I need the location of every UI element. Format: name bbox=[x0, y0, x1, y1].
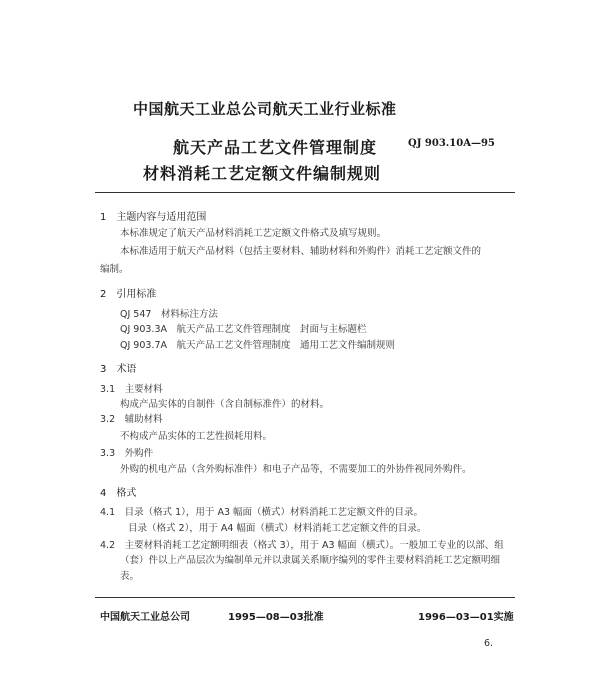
section-1-paragraph-2-line-1: 本标准适用于航天产品材料（包括主要材料、辅助材料和外购件）消耗工艺定额文件的 bbox=[120, 246, 482, 257]
reference-item: QJ 547 材料标注方法 bbox=[120, 309, 218, 320]
page-number: 6. bbox=[484, 638, 494, 649]
section-1-heading: 1 主题内容与适用范围 bbox=[100, 212, 207, 223]
term-3-1-definition: 构成产品实体的自制件（含自制标准件）的材料。 bbox=[120, 399, 330, 410]
item-4-2-line-1: 4.2 主要材料消耗工艺定额明细表（格式 3），用于 A3 幅面（横式）。一般加工专业的以部、组 bbox=[100, 540, 504, 551]
header-divider bbox=[95, 192, 515, 193]
section-2-heading: 2 引用标准 bbox=[100, 289, 157, 300]
standard-title-line-2: 材料消耗工艺定额文件编制规则 bbox=[143, 164, 382, 183]
term-3-2-definition: 不构成产品实体的工艺性损耗用料。 bbox=[120, 431, 273, 442]
approval-date: 1995—08—03批准 bbox=[228, 612, 324, 623]
footer-issuer: 中国航天工业总公司 bbox=[100, 612, 190, 623]
footer-divider bbox=[95, 597, 515, 598]
item-4-1-line-1: 4.1 目录（格式 1），用于 A3 幅面（横式）材料消耗工艺定额文件的目录。 bbox=[100, 507, 424, 518]
section-1-paragraph-1: 本标准规定了航天产品材料消耗工艺定额文件格式及填写规则。 bbox=[120, 228, 387, 239]
item-4-1-line-2: 目录（格式 2），用于 A4 幅面（横式）材料消耗工艺定额文件的目录。 bbox=[128, 523, 427, 534]
section-3-heading: 3 术语 bbox=[100, 364, 137, 375]
item-4-2-line-2: （套）件以上产品层次为编制单元并以隶属关系顺序编列的零件主要材料消耗工艺定额明细 bbox=[120, 555, 501, 566]
reference-item: QJ 903.3A 航天产品工艺文件管理制度 封面与主标题栏 bbox=[120, 324, 367, 335]
term-3-3-definition: 外购的机电产品（含外购标准件）和电子产品等，不需要加工的外协件视同外购件。 bbox=[120, 464, 472, 475]
item-4-2-line-3: 表。 bbox=[120, 571, 140, 582]
term-3-2-heading: 3.2 辅助材料 bbox=[100, 414, 163, 425]
term-3-3-heading: 3.3 外购件 bbox=[100, 448, 154, 459]
standard-title-line-1: 航天产品工艺文件管理制度 bbox=[173, 138, 378, 157]
issuing-authority: 中国航天工业总公司航天工业行业标准 bbox=[133, 100, 397, 118]
section-4-heading: 4 格式 bbox=[100, 488, 137, 499]
reference-item: QJ 903.7A 航天产品工艺文件管理制度 通用工艺文件编制规则 bbox=[120, 340, 395, 351]
effective-date: 1996—03—01实施 bbox=[418, 612, 514, 623]
term-3-1-heading: 3.1 主要材料 bbox=[100, 384, 163, 395]
standard-number: QJ 903.10A—95 bbox=[408, 138, 495, 149]
section-1-paragraph-2-line-2: 编制。 bbox=[100, 264, 129, 275]
